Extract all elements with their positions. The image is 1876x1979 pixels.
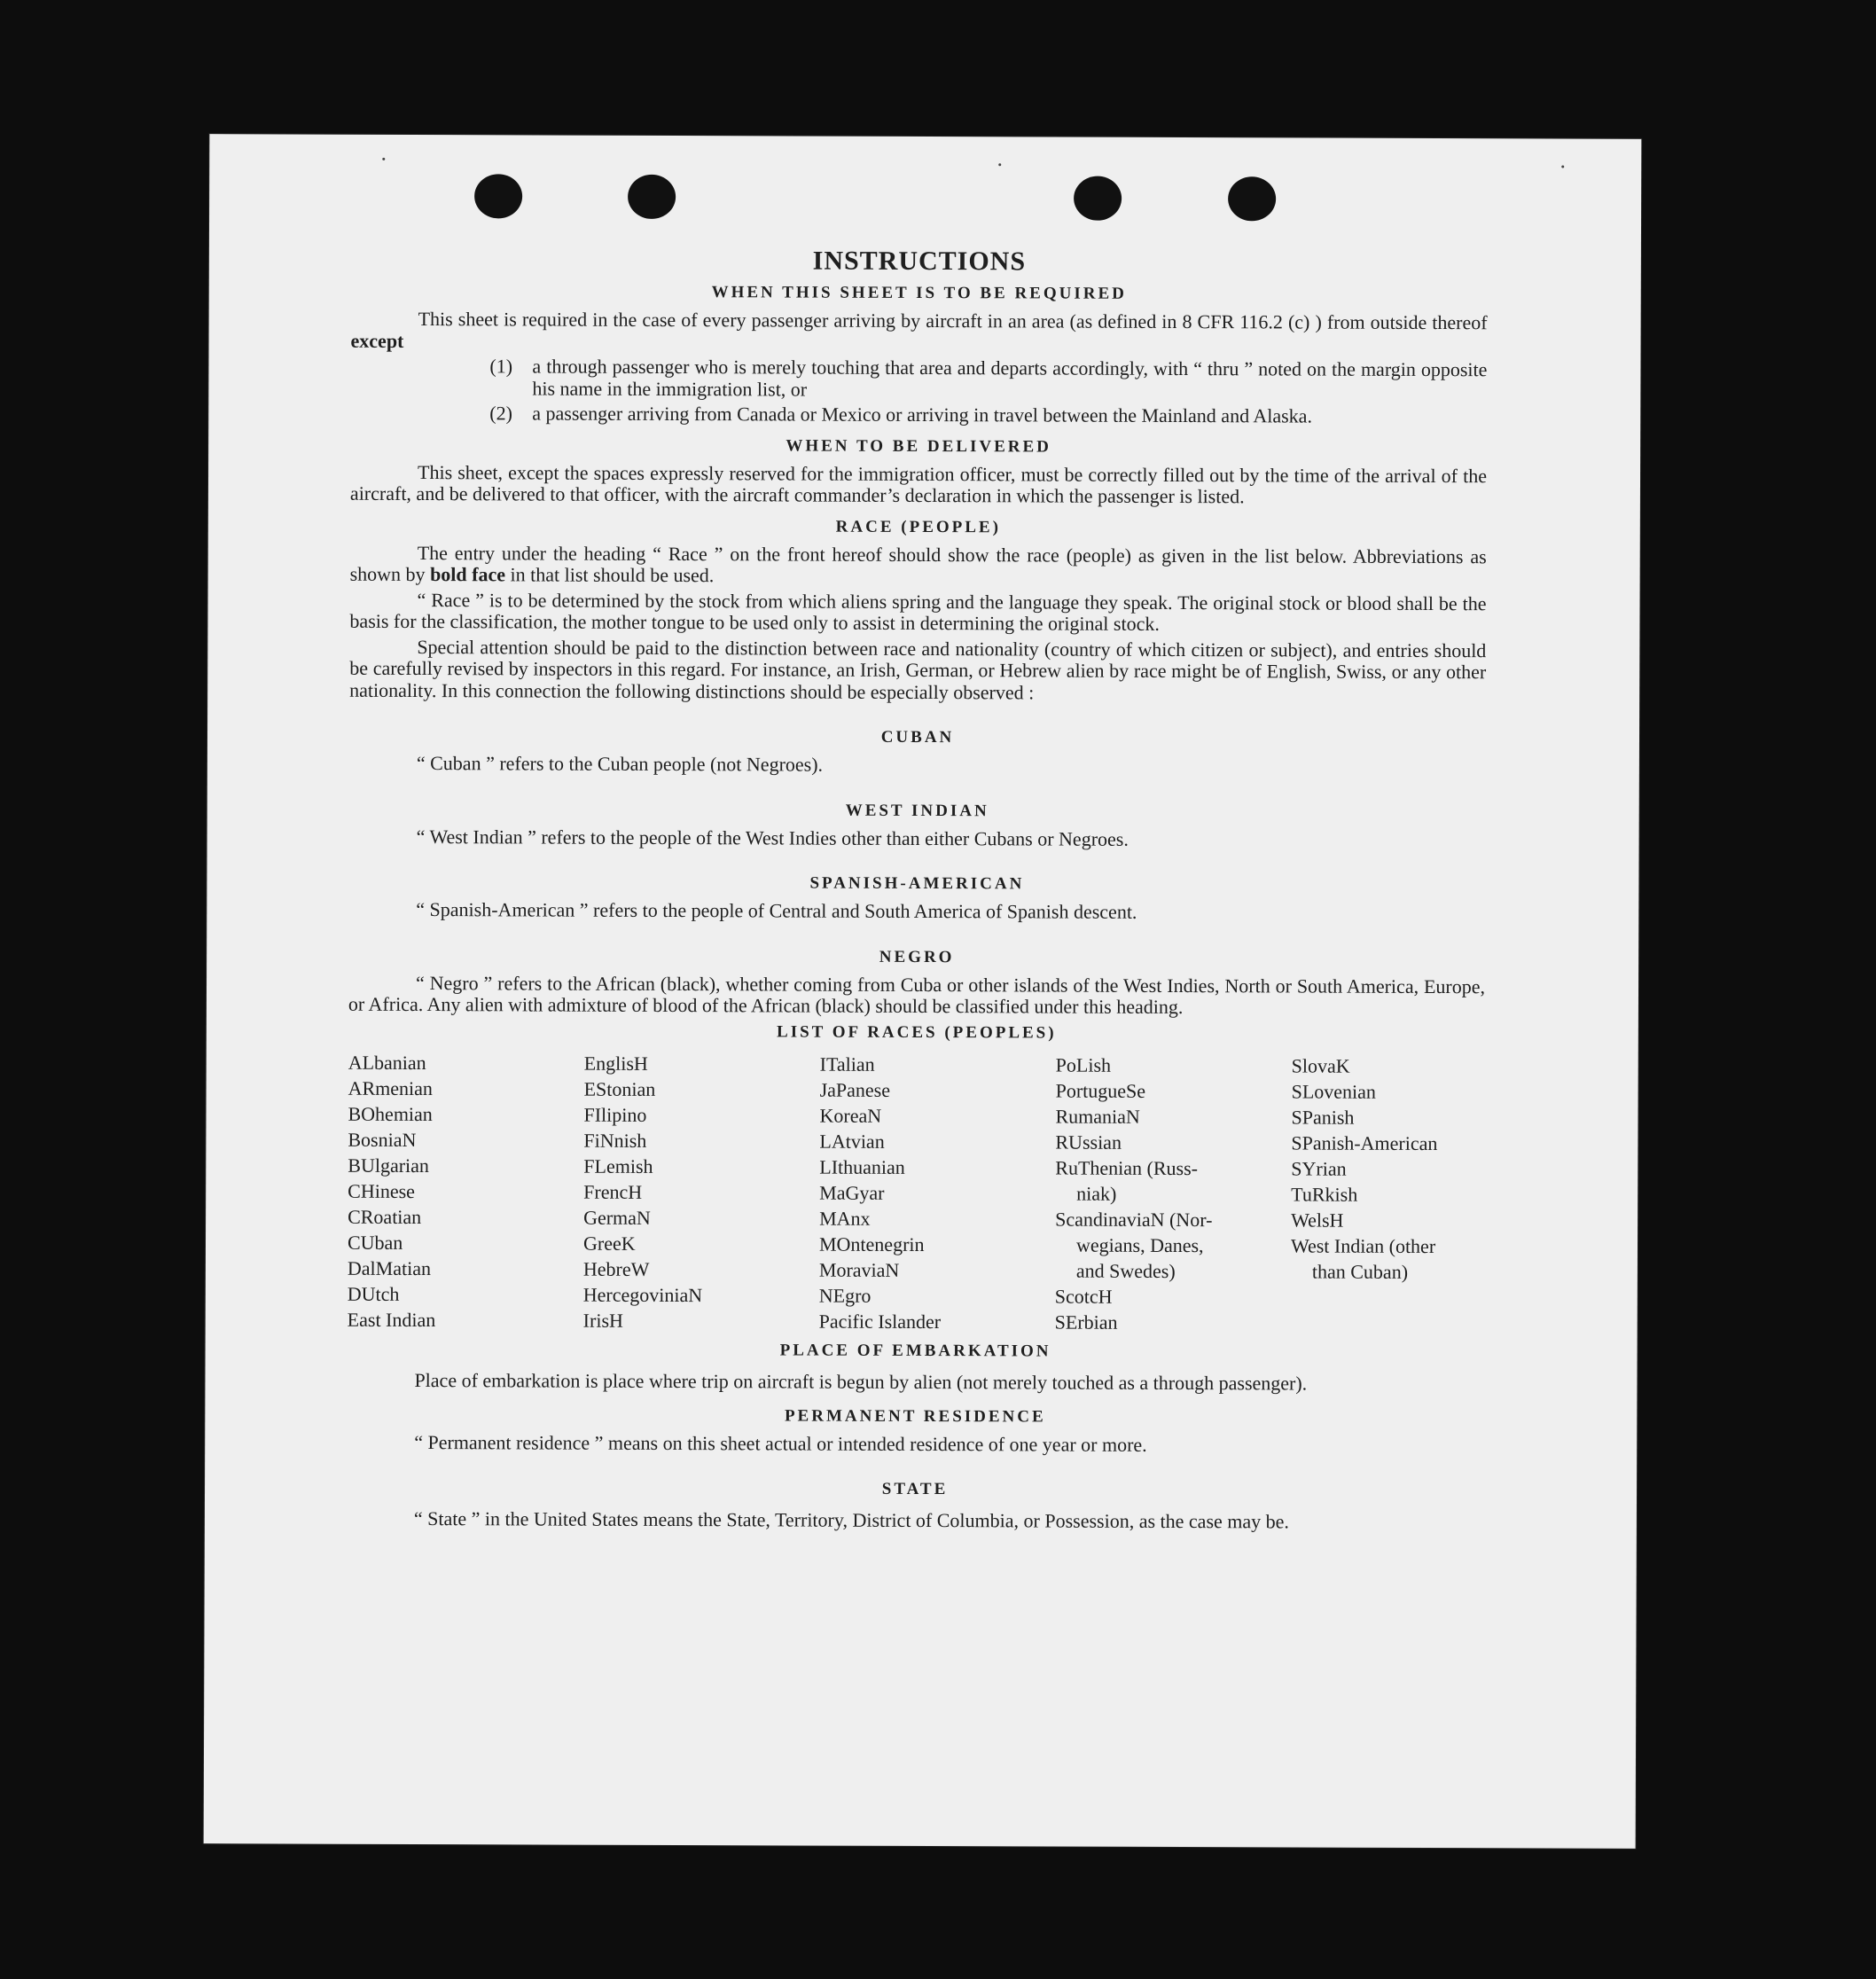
races-column [1055,1052,1292,1335]
race-entry: FLemish [583,1154,653,1177]
race-entry: ITalian [819,1052,875,1076]
section-heading-race: RACE (PEOPLE) [835,517,1001,536]
race-entry: GreeK [582,1232,636,1255]
section-heading-embarkation: PLACE OF EMBARKATION [779,1340,1051,1361]
dust-speck [1561,166,1564,168]
race-entry: EnglisH [583,1052,648,1075]
race-entry: TuRkish [1291,1182,1358,1206]
races-column [819,1051,1056,1334]
race-entry: SPanish [1291,1105,1355,1129]
race-entry: niak) [1076,1182,1117,1205]
race-entry: BOhemian [348,1102,433,1125]
document-sheet [204,134,1642,1849]
race-entry: PortugueSe [1055,1079,1146,1102]
exception-item: (1) a through passenger who is merely touching that area and departs accordingly, with “ thru ” noted on the margin opposite his name in the immigration list, or [489,355,1488,401]
race-entry: Pacific Islander [818,1310,942,1333]
residence-text: “ Permanent residence ” means on this sheet actual or intended residence of one year or more. [414,1430,1147,1456]
section-heading-delivered: WHEN TO BE DELIVERED [786,435,1051,457]
dust-speck [382,158,385,160]
race-entry: than Cuban) [1311,1260,1409,1283]
race-entry: FrencH [583,1180,643,1203]
race-entry: NEgro [818,1284,872,1307]
state-text: “ State ” in the United States means the State, Territory, District of Columbia, or Possession, as the case may be. [413,1507,1289,1533]
race-entry: GermaN [583,1206,651,1229]
race-entry: SYrian [1291,1156,1347,1180]
spanish-american-text: “ Spanish-American ” refers to the people of Central and South America of Spanish descent. [416,898,1137,923]
race-entry: West Indian (other [1290,1233,1436,1257]
race-entry: SPanish-American [1291,1130,1438,1154]
race-entry: IrisH [582,1309,623,1332]
race-entry: WelsH [1291,1208,1344,1232]
race-entry: MoraviaN [818,1258,900,1281]
race-entry: DUtch [347,1282,400,1305]
race-entry: FIlipino [583,1103,647,1126]
race-entry: RumaniaN [1055,1105,1140,1128]
embarkation-text: Place of embarkation is place where trip on aircraft is begun by alien (not merely touched as a through passenger). [414,1368,1308,1395]
race-entry: JaPanese [819,1078,891,1101]
section-heading-state: STATE [881,1479,949,1499]
race-entry: and Swedes) [1075,1259,1176,1282]
race-entry: MaGyar [819,1181,885,1204]
section-heading-cuban: CUBAN [880,727,955,747]
dust-speck [998,163,1001,166]
races-column [1291,1052,1485,1336]
exception-item: (2) a passenger arriving from Canada or Mexico or arriving in travel between the Mainland and Alaska. [489,402,1313,427]
section-heading-west-indian: WEST INDIAN [845,801,989,820]
race-entry: CRoatian [348,1205,422,1228]
section-heading-residence: PERMANENT RESIDENCE [784,1405,1046,1426]
race-entry: ALbanian [348,1051,426,1074]
race-entry: HercegoviniaN [582,1283,703,1306]
negro-text: “ Negro ” refers to the African (black), whether coming from Cuba or other islands of the West Indies, North or South America, Europe, or Africa. Any alien with admixture of blood of the African (black) should be classified under this heading. [348,971,1486,1019]
delivered-text: This sheet, except the spaces expressly reserved for the immigration officer, must be correctly filled out by the time of the arrival of the aircraft, and be delivered to that officer, with the aircraft commander’s declaration in which the passenger is listed. [349,460,1488,508]
race-entry: LIthuanian [819,1155,905,1178]
punch-hole [1228,176,1276,221]
race-entry: RUssian [1055,1130,1122,1154]
races-list [348,1049,1485,1335]
list-of-races-heading: LIST OF RACES (PEOPLES) [777,1021,1057,1043]
west-indian-text: “ West Indian ” refers to the people of the West Indies other than either Cubans or Negroes. [416,825,1129,850]
page-title: INSTRUCTIONS [812,246,1027,277]
races-column [583,1050,820,1334]
race-entry: PoLish [1055,1053,1112,1076]
section-heading-negro: NEGRO [879,947,955,966]
race-paragraph-2: “ Race ” is to be determined by the stock from which aliens spring and the language they speak. The original stock or blood shall be the basis for the classification, the mother tongue to be used only to assist in determining the original stock. [349,588,1487,635]
race-entry: East Indian [347,1308,436,1331]
instructions-content [347,245,1488,1537]
section-heading-spanish-american: SPANISH-AMERICAN [809,873,1025,894]
races-column [348,1049,584,1333]
race-entry: MAnx [819,1207,871,1230]
punch-hole [1074,176,1122,221]
race-entry: SlovaK [1291,1053,1350,1077]
race-entry: BosniaN [348,1128,417,1151]
race-entry: SLovenian [1291,1079,1376,1103]
race-entry: ARmenian [348,1076,433,1099]
race-entry: BUlgarian [348,1154,430,1177]
race-entry: EStonian [583,1077,656,1100]
race-entry: RuThenian (Russ- [1055,1156,1199,1179]
race-entry: SErbian [1054,1310,1118,1334]
race-entry: ScandinaviaN (Nor- [1055,1208,1213,1231]
cuban-text: “ Cuban ” refers to the Cuban people (not Negroes). [416,752,824,776]
race-entry: KoreaN [819,1104,882,1127]
race-paragraph-1: The entry under the heading “ Race ” on the front hereof should show the race (people) as given in the list below. Abbreviations as shown by bold face in that list should be used. [349,541,1487,587]
section-heading-required: WHEN THIS SHEET IS TO BE REQUIRED [711,283,1127,303]
race-entry: CUban [347,1231,403,1254]
race-paragraph-3: Special attention should be paid to the distinction between race and nationality (country of which citizen or subject), and entries should be carefully revised by inspectors in this regard. For instance, an Irish, German, or Hebrew alien by race might be of English, Swiss, or any other nationality. In this connection the following distinctions should be especially observed : [349,635,1487,703]
race-entry: FiNnish [583,1129,647,1152]
race-entry: DalMatian [347,1256,432,1279]
race-entry: ScotcH [1054,1285,1113,1308]
race-entry: LAtvian [819,1130,885,1153]
punch-hole [474,174,522,218]
race-entry: HebreW [582,1257,650,1280]
required-intro: This sheet is required in the case of every passenger arriving by aircraft in an area (as defined in 8 CFR 116.2 (c) ) from outside thereof except [350,308,1488,352]
race-entry: MOntenegrin [818,1232,925,1255]
punch-hole [628,175,676,219]
race-entry: CHinese [348,1179,416,1202]
race-entry: wegians, Danes, [1075,1233,1204,1256]
